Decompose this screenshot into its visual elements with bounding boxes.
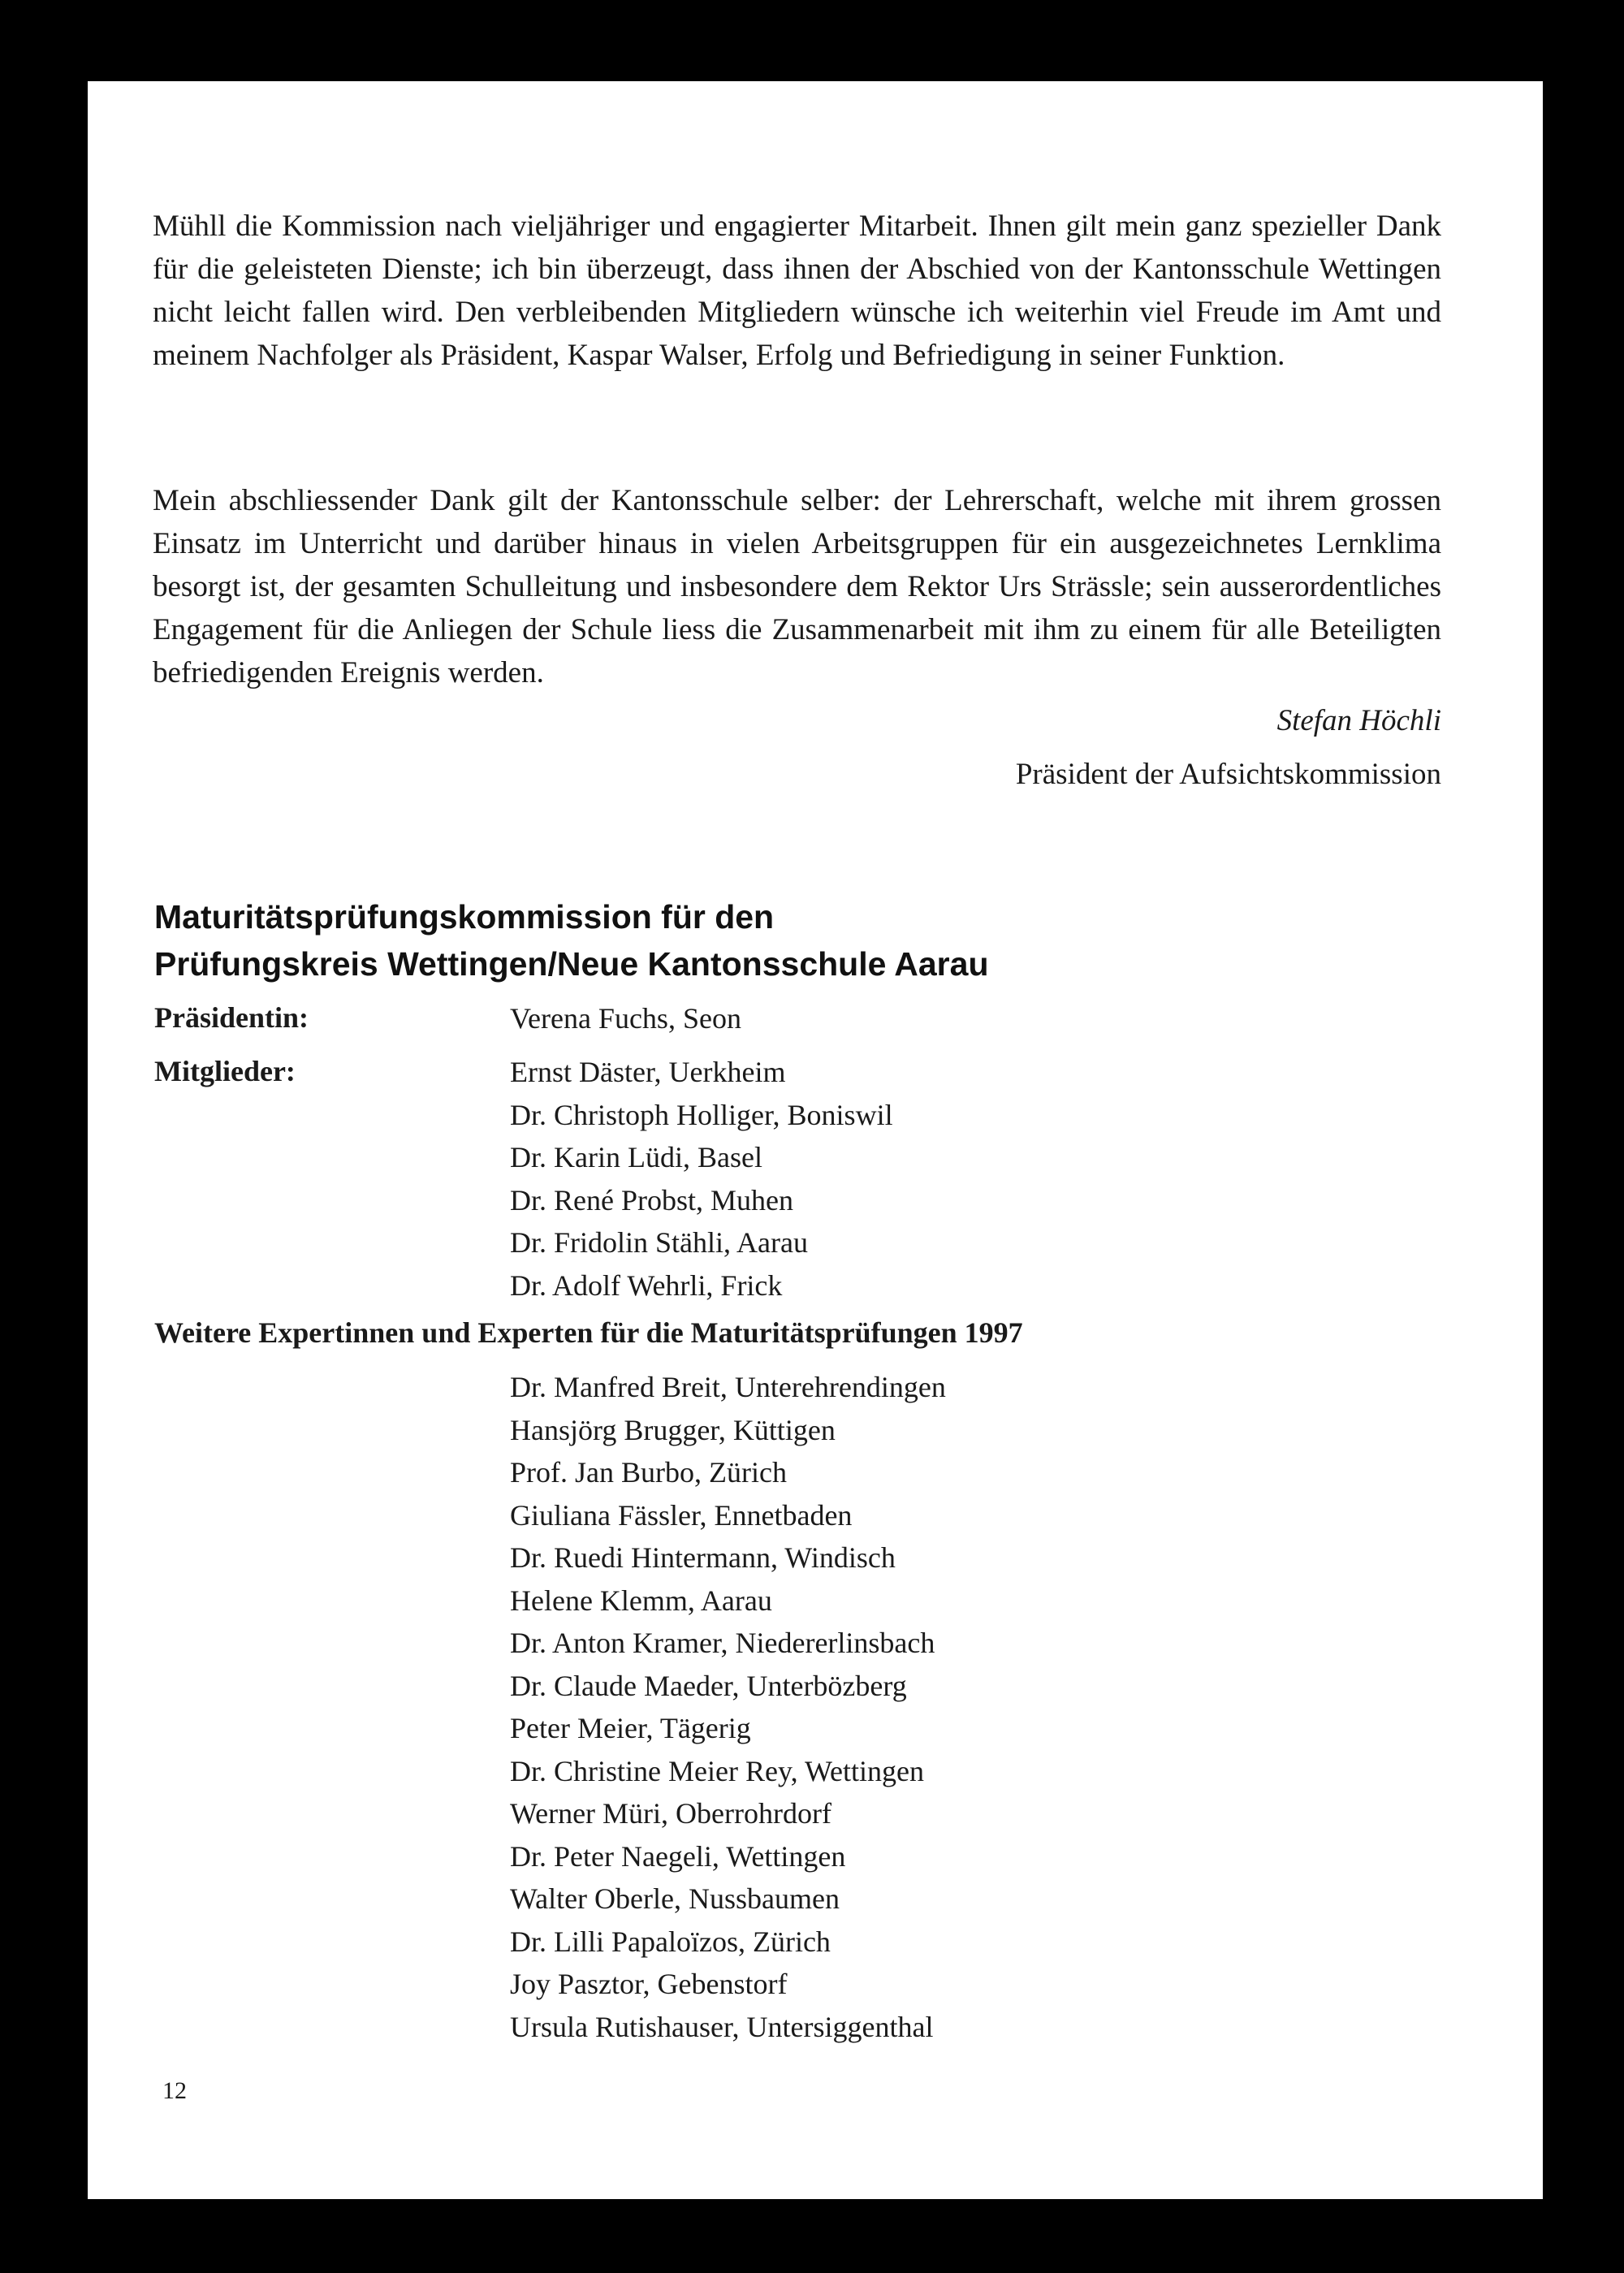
list-item: Dr. Karin Lüdi, Basel xyxy=(510,1141,762,1173)
list-item: Ursula Rutishauser, Untersiggenthal xyxy=(510,2010,934,2043)
paragraph-text: Mühll die Kommission nach vieljähriger und engagierter Mitarbeit. Ihnen gilt mein ganz spezieller Dank für die geleisteten Dienste; ich bin überzeugt, dass ihnen der Abschied von der Kantonsschule Wettingen nicht leicht fallen wird. Den verbleibenden Mitgliedern wünsche ich weiterhin viel Freude im Amt und meinem Nachfolger als Präsident, Kaspar Walser, Erfolg und Befriedigung in seiner Funktion. xyxy=(153,210,1441,372)
list-item: Hansjörg Brugger, Küttigen xyxy=(510,1413,836,1446)
list-item: Giuliana Fässler, Ennetbaden xyxy=(510,1498,853,1532)
list-item: Dr. Ruedi Hintermann, Windisch xyxy=(510,1541,896,1574)
signature-role: Präsident der Aufsichtskommission xyxy=(1015,758,1441,791)
list-item: Joy Pasztor, Gebenstorf xyxy=(510,1968,788,2000)
list-item: Peter Meier, Tägerig xyxy=(510,1712,751,1744)
list-item: Dr. Adolf Wehrli, Frick xyxy=(510,1268,783,1302)
list-item: Walter Oberle, Nussbaumen xyxy=(510,1882,840,1915)
heading-line-1: Maturitätsprüfungskommission für den xyxy=(154,898,775,936)
list-item: Prof. Jan Burbo, Zürich xyxy=(510,1456,787,1489)
list-item: Dr. Lilli Papaloïzos, Zürich xyxy=(510,1925,831,1958)
page-number: 12 xyxy=(162,2077,187,2104)
document-page xyxy=(88,81,1543,2199)
experts-list xyxy=(510,1366,946,2048)
heading-line-2: Prüfungskreis Wettingen/Neue Kantonsschule Aarau xyxy=(154,945,989,983)
list-item: Helene Klemm, Aarau xyxy=(510,1584,772,1617)
members-list xyxy=(510,1051,893,1307)
list-item: Dr. Anton Kramer, Niedererlinsbach xyxy=(510,1627,935,1659)
list-item: Dr. Christine Meier Rey, Wettingen xyxy=(510,1754,925,1787)
list-item: Dr. Fridolin Stähli, Aarau xyxy=(510,1226,808,1259)
list-item: Werner Müri, Oberrohrdorf xyxy=(510,1797,831,1830)
president-label: Präsidentin: xyxy=(154,1001,309,1034)
body-paragraph-2 xyxy=(153,479,1441,694)
list-item: Dr. Manfred Breit, Unterehrendingen xyxy=(510,1371,946,1403)
body-paragraph-1 xyxy=(153,205,1441,377)
signature-name: Stefan Höchli xyxy=(1276,704,1441,737)
list-item: Verena Fuchs, Seon xyxy=(510,1002,741,1035)
list-item: Dr. Claude Maeder, Unterbözberg xyxy=(510,1669,907,1702)
experts-heading: Weitere Expertinnen und Experten für die Maturitätsprüfungen 1997 xyxy=(154,1316,1023,1349)
president-list xyxy=(510,997,741,1040)
list-item: Dr. René Probst, Muhen xyxy=(510,1183,793,1216)
list-item: Dr. Peter Naegeli, Wettingen xyxy=(510,1839,846,1873)
list-item: Dr. Christoph Holliger, Boniswil xyxy=(510,1098,893,1131)
section-heading xyxy=(154,893,988,987)
members-label: Mitglieder: xyxy=(154,1055,296,1087)
list-item: Ernst Däster, Uerkheim xyxy=(510,1056,786,1088)
paragraph-text: Mein abschliessender Dank gilt der Kantonsschule selber: der Lehrerschaft, welche mit ihrem grossen Einsatz im Unterricht und darüber hinaus in vielen Arbeitsgruppen für ein ausgezeichnetes Lernklima besorgt ist, der gesamten Schulleitung und insbesondere dem Rektor Urs Strässle; sein ausserordentliches Engagement für die Anliegen der Schule liess die Zusammenarbeit mit ihm zu einem für alle Beteiligten befriedigenden Ereignis werden. xyxy=(153,484,1441,689)
